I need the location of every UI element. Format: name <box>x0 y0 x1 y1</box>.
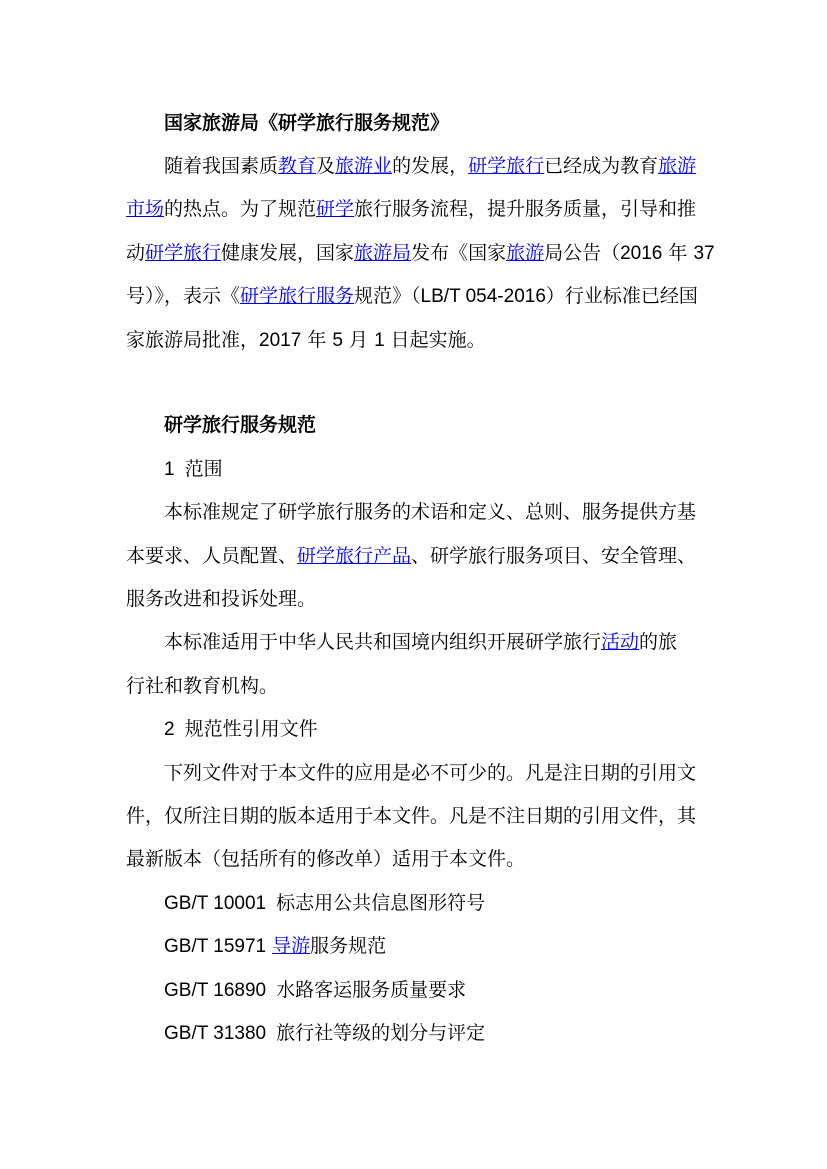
s1-p1-line-2 <box>126 544 696 568</box>
section-heading: 研学旅行服务规范 <box>164 414 317 436</box>
s1-p1-line-3: 服务改进和投诉处理。 <box>126 588 317 610</box>
reference-code: GB/T 15971 <box>164 936 267 957</box>
month-number: 5 <box>332 330 343 351</box>
link-study[interactable]: 研学 <box>316 198 355 220</box>
link-study-travel-service[interactable]: 研学旅行服务 <box>240 285 355 307</box>
reference-item <box>164 978 466 1003</box>
text: 局公告（ <box>544 242 621 264</box>
text: 的旅 <box>639 631 678 653</box>
link-tour-guide[interactable]: 导游 <box>272 935 311 957</box>
text: 的发展， <box>392 155 469 177</box>
reference-code: GB/T 31380 <box>164 1023 267 1044</box>
link-tourism-industry[interactable]: 旅游业 <box>335 155 393 177</box>
reference-item <box>164 934 386 959</box>
intro-line-1 <box>164 154 696 178</box>
link-study-travel-product[interactable]: 研学旅行产品 <box>297 545 412 567</box>
section-title: 规范性引用文件 <box>184 718 318 740</box>
s2-p1-line-3: 最新版本（包括所有的修改单）适用于本文件。 <box>126 848 526 870</box>
reference-item <box>164 1021 485 1046</box>
reference-title: 服务规范 <box>310 935 387 957</box>
section-number: 1 <box>164 459 175 480</box>
link-tourism[interactable]: 旅游 <box>506 242 545 264</box>
section-number: 2 <box>164 719 175 740</box>
section-2-heading <box>164 717 318 742</box>
text: 号）》，表示《 <box>126 285 241 307</box>
reference-title: 水路客运服务质量要求 <box>276 979 467 1001</box>
intro-line-2 <box>126 197 696 221</box>
section-title: 范围 <box>184 458 223 480</box>
link-activity[interactable]: 活动 <box>601 631 640 653</box>
text: 动 <box>126 242 146 264</box>
text: 的热点。为了规范 <box>164 198 317 220</box>
text: 、研学旅行服务项目、安全管理、 <box>411 545 697 567</box>
text: 规范》（ <box>354 285 421 307</box>
intro-line-4 <box>126 284 698 309</box>
reference-code: GB/T 16890 <box>164 980 267 1001</box>
document-title: 国家旅游局《研学旅行服务规范》 <box>164 112 450 134</box>
reference-title: 旅行社等级的划分与评定 <box>276 1022 486 1044</box>
text: 健康发展，国家 <box>221 242 355 264</box>
section-1-heading <box>164 457 223 482</box>
s1-p2-line-1 <box>164 630 677 654</box>
text: ）行业标准已经国 <box>545 285 698 307</box>
s2-p1-line-1: 下列文件对于本文件的应用是必不可少的。凡是注日期的引用文 <box>164 762 697 784</box>
text: 发布《国家 <box>411 242 507 264</box>
intro-line-5 <box>126 328 486 353</box>
text: 年 <box>662 242 694 264</box>
standard-code: LB/T 054-2016 <box>420 286 546 307</box>
text: 家旅游局批准， <box>126 329 260 351</box>
link-education[interactable]: 教育 <box>278 155 317 177</box>
year-number: 2016 <box>620 243 663 264</box>
link-market[interactable]: 市场 <box>126 198 165 220</box>
text: 随着我国素质 <box>164 155 279 177</box>
text: 旅行服务流程，提升服务质量，引导和推 <box>354 198 697 220</box>
reference-item <box>164 891 485 916</box>
announcement-number: 37 <box>693 243 715 264</box>
link-study-travel[interactable]: 研学旅行 <box>145 242 222 264</box>
text: 月 <box>342 329 375 351</box>
text: 本要求、人员配置、 <box>126 545 298 567</box>
text: 本标准适用于中华人民共和国境内组织开展研学旅行 <box>164 631 602 653</box>
s2-p1-line-2: 件，仅所注日期的版本适用于本文件。凡是不注日期的引用文件，其 <box>126 805 697 827</box>
s1-p1-line-1: 本标准规定了研学旅行服务的术语和定义、总则、服务提供方基 <box>164 501 697 523</box>
s1-p2-line-2: 行社和教育机构。 <box>126 675 279 697</box>
text: 日起实施。 <box>384 329 486 351</box>
link-tourism-bureau[interactable]: 旅游局 <box>354 242 412 264</box>
year-number: 2017 <box>259 330 302 351</box>
link-tourism[interactable]: 旅游 <box>658 155 697 177</box>
text: 及 <box>316 155 336 177</box>
text: 年 <box>301 329 333 351</box>
intro-line-3 <box>126 241 715 266</box>
day-number: 1 <box>374 330 385 351</box>
reference-title: 标志用公共信息图形符号 <box>276 892 486 914</box>
reference-code: GB/T 10001 <box>164 893 267 914</box>
text: 已经成为教育 <box>544 155 659 177</box>
link-study-travel[interactable]: 研学旅行 <box>468 155 545 177</box>
